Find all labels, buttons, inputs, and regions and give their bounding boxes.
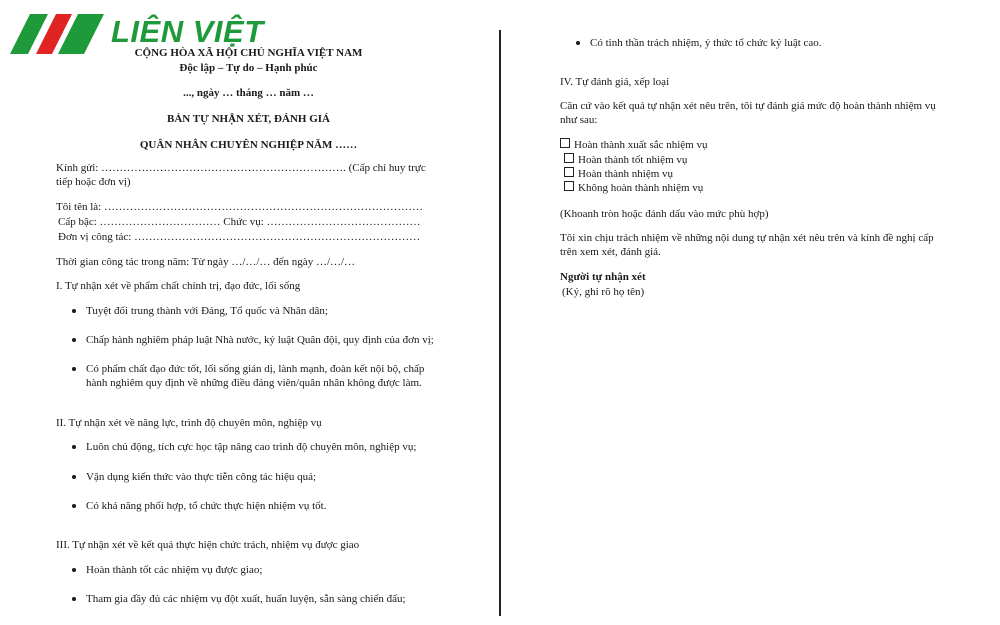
section-3-heading: III. Tự nhận xét về kết quả thực hiện chức trách, nhiệm vụ được giao — [56, 539, 360, 551]
rating-option[interactable]: Hoàn thành xuất sắc nhiệm vụ — [560, 138, 708, 152]
column-divider — [499, 30, 501, 616]
signature-note: (Ký, ghi rõ họ tên) — [562, 286, 645, 298]
rating-note: (Khoanh tròn hoặc đánh dấu vào mức phù hợp) — [560, 208, 769, 220]
motto: Độc lập – Tự do – Hạnh phúc — [179, 62, 318, 74]
checkbox-icon[interactable] — [560, 138, 570, 148]
checkbox-icon[interactable] — [564, 153, 574, 163]
working-period-field: Thời gian công tác trong năm: Từ ngày …/…/… đến ngày …/…/… — [56, 256, 356, 268]
bullet-icon — [72, 597, 76, 601]
bullet-icon — [576, 41, 580, 45]
brand-name: LIÊN VIỆT — [111, 14, 264, 49]
rating-option[interactable]: Không hoàn thành nhiệm vụ — [564, 181, 703, 195]
bullet-icon — [72, 367, 76, 371]
rating-option[interactable]: Hoàn thành nhiệm vụ — [564, 167, 673, 181]
recipient-field: Kính gửi: …………………………………………………………. (Cấp chỉ huy trực tiếp hoặc đơn vị) — [56, 162, 426, 188]
bullet-icon — [72, 338, 76, 342]
section-2-heading: II. Tự nhận xét về năng lực, trình độ chuyên môn, nghiệp vụ — [56, 417, 322, 429]
document-subtitle: QUÂN NHÂN CHUYÊN NGHIỆP NĂM …… — [139, 139, 358, 151]
commitment-text: Tôi xin chịu trách nhiệm về những nội dung tự nhận xét nêu trên và kính đề nghị cấp trên xem xét, đánh giá. — [560, 232, 934, 258]
self-assessment-intro: Căn cứ vào kết quả tự nhận xét nêu trên, tôi tự đánh giá mức độ hoàn thành nhiệm vụ như sau: — [560, 100, 936, 126]
republic-heading: CỘNG HÒA XÃ HỘI CHỦ NGHĨA VIỆT NAM — [134, 47, 363, 59]
document-title: BẢN TỰ NHẬN XÉT, ĐÁNH GIÁ — [167, 113, 330, 125]
checkbox-icon[interactable] — [564, 181, 574, 191]
section-4-heading: IV. Tự đánh giá, xếp loại — [560, 76, 670, 88]
unit-field: Đơn vị công tác: …………………………………………………………………… — [58, 231, 421, 243]
checkbox-icon[interactable] — [564, 167, 574, 177]
bullet-icon — [72, 445, 76, 449]
bullet-icon — [72, 568, 76, 572]
rank-position-field: Cấp bậc: …………………………… Chức vụ: …………………………………… — [58, 216, 421, 228]
section-1-heading: I. Tự nhận xét về phẩm chất chính trị, đạo đức, lối sống — [56, 280, 301, 292]
date-line: ..., ngày … tháng … năm … — [183, 87, 314, 99]
bullet-icon — [72, 309, 76, 313]
bullet-icon — [72, 504, 76, 508]
signature-title: Người tự nhận xét — [560, 271, 646, 283]
bullet-icon — [72, 475, 76, 479]
rating-option[interactable]: Hoàn thành tốt nhiệm vụ — [564, 153, 687, 167]
name-field: Tôi tên là: …………………………………………………………………………… — [56, 201, 423, 213]
